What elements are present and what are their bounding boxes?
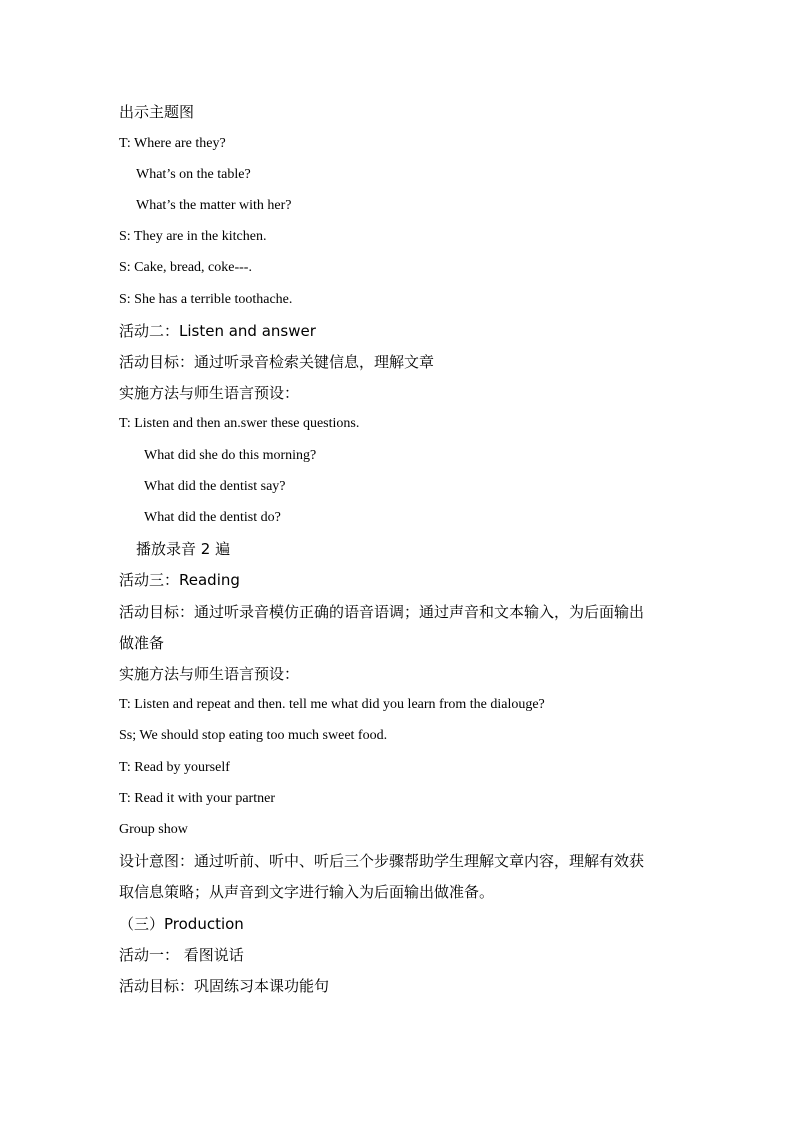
question-line: What did the dentist say? [144,479,286,494]
dialogue-line: Group show [119,822,188,837]
dialogue-line: T: Listen and then an.swer these questions. [119,416,360,431]
dialogue-line: S: They are in the kitchen. [119,229,267,244]
activity-goal-continued: 做准备 [119,634,165,652]
dialogue-line: T: Where are they? [119,136,226,151]
activity-goal: 活动目标：通过听录音模仿正确的语音语调；通过声音和文本输入，为后面输出 [119,603,645,621]
dialogue-line: T: Read by yourself [119,760,230,775]
instruction-line: 播放录音 2 遍 [136,540,231,558]
method-heading: 实施方法与师生语言预设： [119,384,300,402]
question-line: What did she do this morning? [144,448,317,463]
design-intent: 设计意图：通过听前、听中、听后三个步骤帮助学生理解文章内容，理解有效获 [119,852,645,870]
activity-heading: 活动三：Reading [119,571,240,589]
activity-goal: 活动目标：通过听录音检索关键信息，理解文章 [119,353,435,371]
question-line: What did the dentist do? [144,510,281,525]
section-heading-production: （三）Production [119,915,244,933]
dialogue-line: T: Listen and repeat and then. tell me what did you learn from the dialouge? [119,697,545,712]
dialogue-line: Ss; We should stop eating too much sweet food. [119,728,388,743]
dialogue-line: What’s on the table? [136,167,251,182]
dialogue-line: S: She has a terrible toothache. [119,292,293,307]
dialogue-line: T: Read it with your partner [119,791,275,806]
dialogue-line: S: Cake, bread, coke---. [119,260,252,275]
design-intent-continued: 取信息策略；从声音到文字进行输入为后面输出做准备。 [119,883,495,901]
heading-show-theme-picture: 出示主题图 [119,103,195,121]
activity-goal: 活动目标：巩固练习本课功能句 [119,977,330,995]
activity-heading: 活动一： 看图说话 [119,946,244,964]
activity-heading: 活动二：Listen and answer [119,322,316,340]
method-heading: 实施方法与师生语言预设： [119,665,300,683]
dialogue-line: What’s the matter with her? [136,198,292,213]
